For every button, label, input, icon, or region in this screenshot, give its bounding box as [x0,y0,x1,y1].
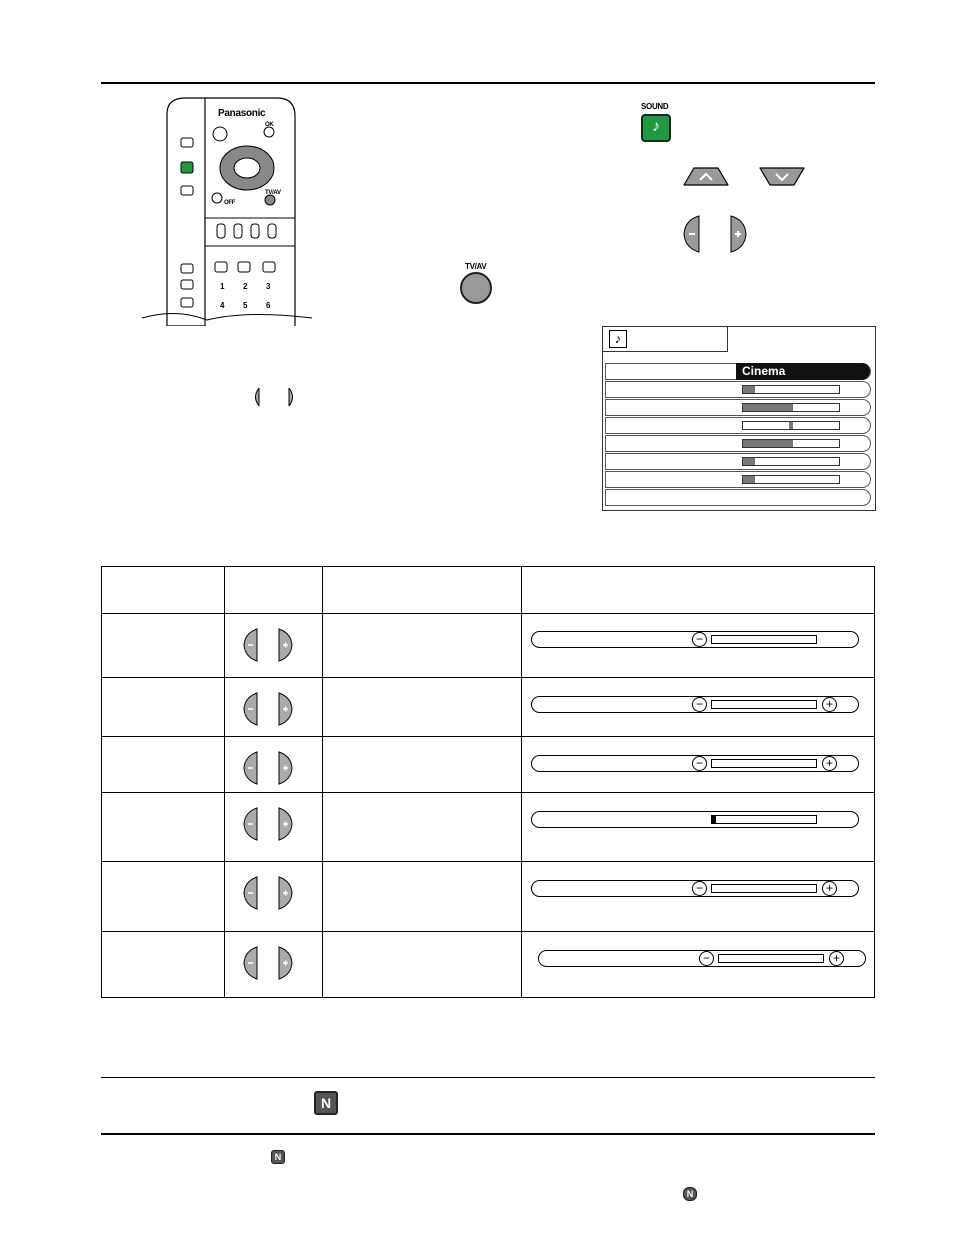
effect-cell [323,614,522,678]
minus-plus-buttons-icon [239,944,322,987]
effect-cell [323,862,522,932]
plus-icon: + [822,697,837,712]
table-row [102,862,875,932]
balance-mark [712,816,716,823]
header-cell-display [522,567,875,614]
menu-level-bar [742,421,840,430]
table-row [102,614,875,678]
n-inline-icon-1: N [271,1150,285,1164]
menu-row[interactable] [605,471,871,488]
level-track [711,884,817,893]
up-button[interactable] [682,165,730,187]
n-inline-icon-2: N [683,1187,697,1201]
menu-level-fill [743,404,793,411]
item-cell [102,862,225,932]
menu-row[interactable] [605,435,871,452]
buttons-cell [225,737,323,793]
menu-row[interactable] [605,489,871,506]
minus-icon: − [692,756,707,771]
menu-row[interactable] [605,399,871,416]
music-note-icon: ♪ [609,330,627,348]
minus-plus-buttons-icon [239,690,322,733]
minus-icon: − [692,697,707,712]
minus-plus-buttons-icon [239,749,322,792]
adjustment-table [101,566,875,998]
table-row [102,793,875,862]
menu-level-bar [742,439,840,448]
minus-icon: − [692,632,707,647]
plus-icon: + [829,951,844,966]
item-cell [102,678,225,737]
display-cell [522,614,875,678]
plus-button[interactable] [727,214,749,254]
menu-level-fill [743,440,793,447]
sound-label: SOUND [641,102,669,111]
menu-level-bar [742,457,840,466]
minus-plus-buttons-icon [239,805,322,848]
menu-level-fill [743,458,755,465]
tvav-button[interactable] [460,272,492,304]
level-track [711,700,817,709]
menu-level-fill [743,386,755,393]
bottom-rule-2 [101,1133,875,1135]
display-cell [522,932,875,998]
buttons-cell [225,862,323,932]
item-cell [102,932,225,998]
menu-row[interactable] [605,453,871,470]
menu-balance-mark [789,422,793,429]
onscreen-bar [531,631,859,648]
minus-button[interactable] [681,214,703,254]
menu-level-fill [743,476,755,483]
display-cell [522,862,875,932]
tvav-label: TV/AV [465,262,487,271]
effect-cell [323,737,522,793]
sound-mode-value: Cinema [736,363,870,380]
remote-number-4: 4 [220,301,225,310]
minus-plus-buttons-icon [239,874,322,917]
remote-number-3: 3 [266,282,271,291]
menu-row[interactable] [605,363,871,380]
small-minus-plus-icon [249,386,299,408]
menu-row[interactable] [605,417,871,434]
remote-number-6: 6 [266,301,271,310]
plus-icon: + [822,881,837,896]
table-row [102,932,875,998]
menu-level-bar [742,385,840,394]
menu-level-bar [742,475,840,484]
onscreen-bar [531,811,859,828]
sound-button[interactable]: ♪ [641,114,671,142]
minus-icon: − [699,951,714,966]
table-row [102,737,875,793]
buttons-cell [225,793,323,862]
effect-cell [323,678,522,737]
remote-control-illustration [137,96,317,326]
remote-number-2: 2 [243,282,248,291]
level-track [711,635,817,644]
header-cell-item [102,567,225,614]
buttons-cell [225,932,323,998]
display-cell [522,737,875,793]
n-button-icon[interactable]: N [314,1091,338,1115]
level-track [711,759,817,768]
remote-brand: Panasonic [218,108,266,119]
onscreen-bar [531,880,859,897]
remote-ok-label: OK [265,122,274,128]
minus-plus-buttons-icon [239,626,322,669]
display-cell [522,678,875,737]
minus-icon: − [692,881,707,896]
onscreen-bar [531,696,859,713]
display-cell [522,793,875,862]
remote-tvav-label: TV/AV [265,190,281,196]
remote-number-5: 5 [243,301,248,310]
header-cell-effect [323,567,522,614]
buttons-cell [225,678,323,737]
menu-row[interactable] [605,381,871,398]
item-cell [102,737,225,793]
bottom-rule-1 [101,1077,875,1078]
remote-off-label: OFF [224,200,236,206]
down-button[interactable] [758,165,806,187]
onscreen-bar [531,755,859,772]
onscreen-bar [538,950,866,967]
remote-number-1: 1 [220,282,225,291]
top-rule [101,82,875,84]
menu-level-bar [742,403,840,412]
buttons-cell [225,614,323,678]
sound-menu-tab [602,326,728,352]
item-cell [102,793,225,862]
effect-cell [323,793,522,862]
header-cell-buttons [225,567,323,614]
level-track [718,954,824,963]
level-track [711,815,817,824]
item-cell [102,614,225,678]
plus-icon: + [822,756,837,771]
table-row [102,678,875,737]
effect-cell [323,932,522,998]
